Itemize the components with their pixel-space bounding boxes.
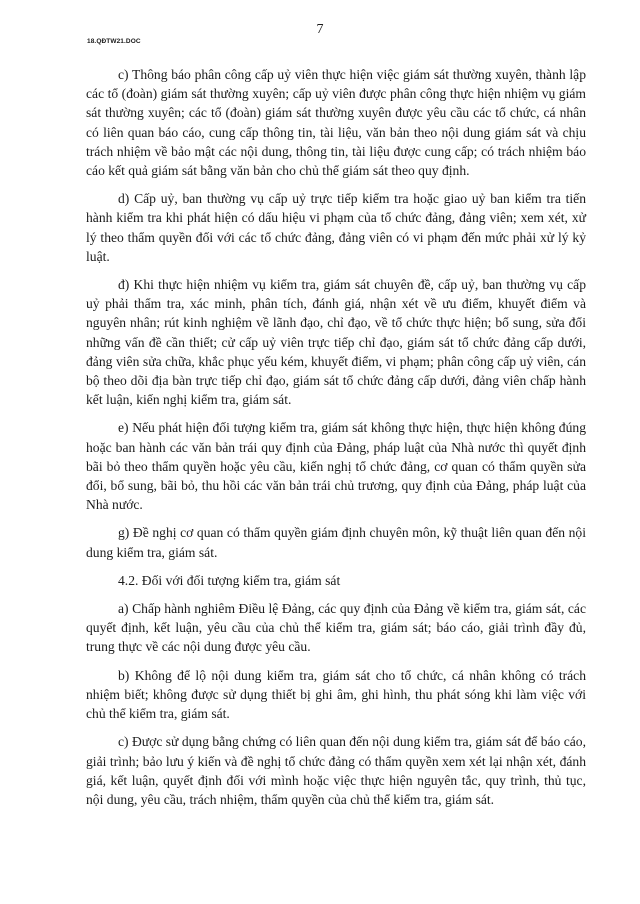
paragraph-b-confidentiality: b) Không để lộ nội dung kiểm tra, giám sát cho tổ chức, cá nhân không có trách nhiệm biết; không được sử dụng thiết bị ghi âm, ghi hình, thu phát sóng khi làm việc với chủ thể kiểm tra, giám sát.	[86, 667, 586, 722]
page-number: 7	[316, 22, 324, 37]
paragraph-c-use-evidence: c) Được sử dụng bằng chứng có liên quan đến nội dung kiểm tra, giám sát để báo cáo, giải trình; bảo lưu ý kiến và đề nghị tổ chức đảng có thẩm quyền xem xét lại nhận xét, đánh giá, kết luận, quyết định đối với mình hoặc việc thực hiện nguyên tắc, quy trình, thủ tục, nội dung, yêu cầu, trách nhiệm, thẩm quyền của chủ thể kiểm tra, giám sát.	[86, 734, 586, 807]
section-heading-4-2: 4.2. Đối với đối tượng kiểm tra, giám sát	[118, 572, 341, 588]
document-code: 18.QĐTW21.DOC	[87, 38, 141, 45]
paragraph-dd-thematic-inspection: đ) Khi thực hiện nhiệm vụ kiểm tra, giám sát chuyên đề, cấp uỷ, ban thường vụ cấp uỷ phải thẩm tra, xác minh, phân tích, đánh giá, nhận xét về ưu điểm, khuyết điểm và nguyên nhân; rút kinh nghiệm về lãnh đạo, chỉ đạo, về tổ chức thực hiện; bổ sung, sửa đổi những vấn đề cần thiết; cử cấp uỷ viên trực tiếp chỉ đạo, giám sát tổ chức đảng cấp dưới, đảng viên sửa chữa, khắc phục yếu kém, khuyết điểm, vi phạm; phân công cấp uỷ viên, cán bộ theo dõi địa bàn trực tiếp chỉ đạo, giám sát tổ chức đảng cấp dưới, đảng viên chấp hành kết luận, kiến nghị kiểm tra, giám sát.	[86, 277, 586, 408]
document-body	[86, 65, 586, 818]
paragraph-e-annul-documents: e) Nếu phát hiện đối tượng kiểm tra, giám sát không thực hiện, thực hiện không đúng hoặc ban hành các văn bản trái quy định của Đảng, pháp luật của Nhà nước thì quyết định bãi bỏ theo thẩm quyền hoặc yêu cầu, kiến nghị tổ chức đảng, cơ quan có thẩm quyền sửa đổi, bổ sung, bãi bỏ, thu hồi các văn bản trái chủ trương, quy định của Đảng, pháp luật của Nhà nước.	[86, 420, 586, 513]
paragraph-g-request-expertise: g) Đề nghị cơ quan có thẩm quyền giám định chuyên môn, kỹ thuật liên quan đến nội dung kiểm tra, giám sát.	[86, 525, 586, 560]
paragraph-a-comply: a) Chấp hành nghiêm Điều lệ Đảng, các quy định của Đảng về kiểm tra, giám sát, các quyết định, kết luận, yêu cầu của chủ thể kiểm tra, giám sát; báo cáo, giải trình đầy đủ, trung thực về các nội dung được yêu cầu.	[86, 601, 586, 655]
paragraph-d-direct-inspection: d) Cấp uỷ, ban thường vụ cấp uỷ trực tiếp kiểm tra hoặc giao uỷ ban kiểm tra tiến hành kiểm tra khi phát hiện có dấu hiệu vi phạm của tổ chức đảng, đảng viên; xem xét, xử lý theo thẩm quyền đối với các tổ chức đảng, đảng viên có vi phạm đến mức phải xử lý kỷ luật.	[86, 191, 586, 264]
paragraph-c-notify-assignment: c) Thông báo phân công cấp uỷ viên thực hiện việc giám sát thường xuyên, thành lập các tổ (đoàn) giám sát thường xuyên; cấp uỷ viên được phân công thực hiện nhiệm vụ giám sát thường xuyên; các tổ (đoàn) giám sát thường xuyên được yêu cầu các tổ chức, cá nhân có liên quan báo cáo, cung cấp thông tin, tài liệu, văn bản theo nội dung giám sát và chịu trách nhiệm về bảo mật các nội dung, thông tin, tài liệu được cung cấp; có trách nhiệm báo cáo kết quả giám sát bằng văn bản cho chủ thể giám sát theo quy định.	[86, 67, 586, 179]
